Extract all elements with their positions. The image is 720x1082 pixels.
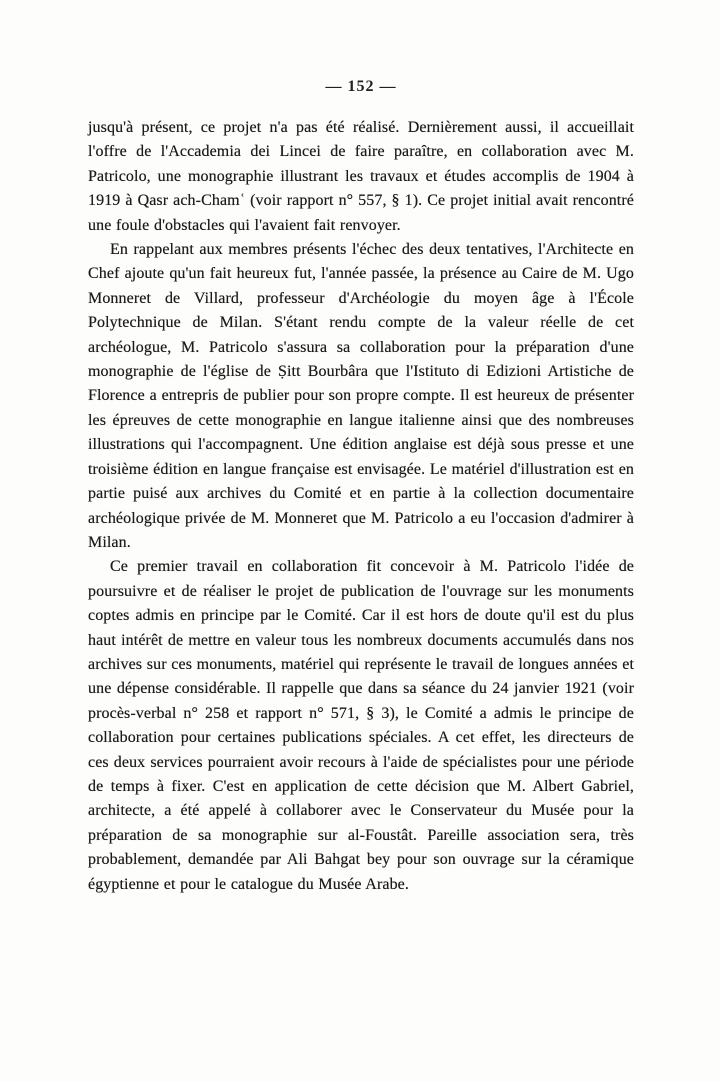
- paragraph-3: Ce premier travail en collaboration fit concevoir à M. Patricolo l'idée de poursuivre et de réaliser le projet de publication de l'ouvrage sur les monuments coptes admis en principe par le Comité. Car il est hors de doute qu'il est du plus haut intérêt de mettre en valeur tous les nombreux documents accumulés dans nos archives sur ces monuments, matériel qui représente le travail de longues années et une dépense considérable. Il rappelle que dans sa séance du 24 janvier 1921 (voir procès-verbal n° 258 et rapport n° 571, § 3), le Comité a admis le principe de collaboration pour certaines publications spéciales. A cet effet, les directeurs de ces deux services pourraient avoir recours à l'aide de spécialistes pour une période de temps à fixer. C'est en application de cette décision que M. Albert Gabriel, architecte, a été appelé à collaborer avec le Conservateur du Musée pour la préparation de sa monographie sur al-Foustât. Pareille association sera, très probablement, demandée par Ali Bahgat bey pour son ouvrage sur la céramique égyptienne et pour le catalogue du Musée Arabe.: [88, 558, 634, 893]
- page-body: [88, 116, 634, 897]
- paragraph-2: En rappelant aux membres présents l'échec des deux tentatives, l'Architecte en Chef ajoute qu'un fait heureux fut, l'année passée, la présence au Caire de M. Ugo Monneret de Villard, professeur d'Archéologie du moyen âge à l'École Polytechnique de Milan. S'étant rendu compte de la valeur réelle de cet archéologue, M. Patricolo s'assura sa collaboration pour la préparation d'une monographie de l'église de Ṣitt Bourbâra que l'Istituto di Edizioni Artistiche de Florence a entrepris de publier pour son propre compte. Il est heureux de présenter les épreuves de cette monographie en langue italienne ainsi que des nombreuses illustrations qui l'accompagnent. Une édition anglaise est déjà sous presse et une troisième édition en langue française est envisagée. Le matériel d'illustration est en partie puisé aux archives du Comité et en partie à la collection documentaire archéologique privée de M. Monneret que M. Patricolo a eu l'occasion d'admirer à Milan.: [88, 241, 634, 551]
- paragraph-1: jusqu'à présent, ce projet n'a pas été réalisé. Dernièrement aussi, il accueillait l'offre de l'Accademia dei Lincei de faire paraître, en collaboration avec M. Patricolo, une monographie illustrant les travaux et études accomplis de 1904 à 1919 à Qasr ach-Chamʿ (voir rapport n° 557, § 1). Ce projet initial avait rencontré une foule d'obstacles qui l'avaient fait renvoyer.: [88, 119, 634, 234]
- page-number: — 152 —: [325, 78, 397, 95]
